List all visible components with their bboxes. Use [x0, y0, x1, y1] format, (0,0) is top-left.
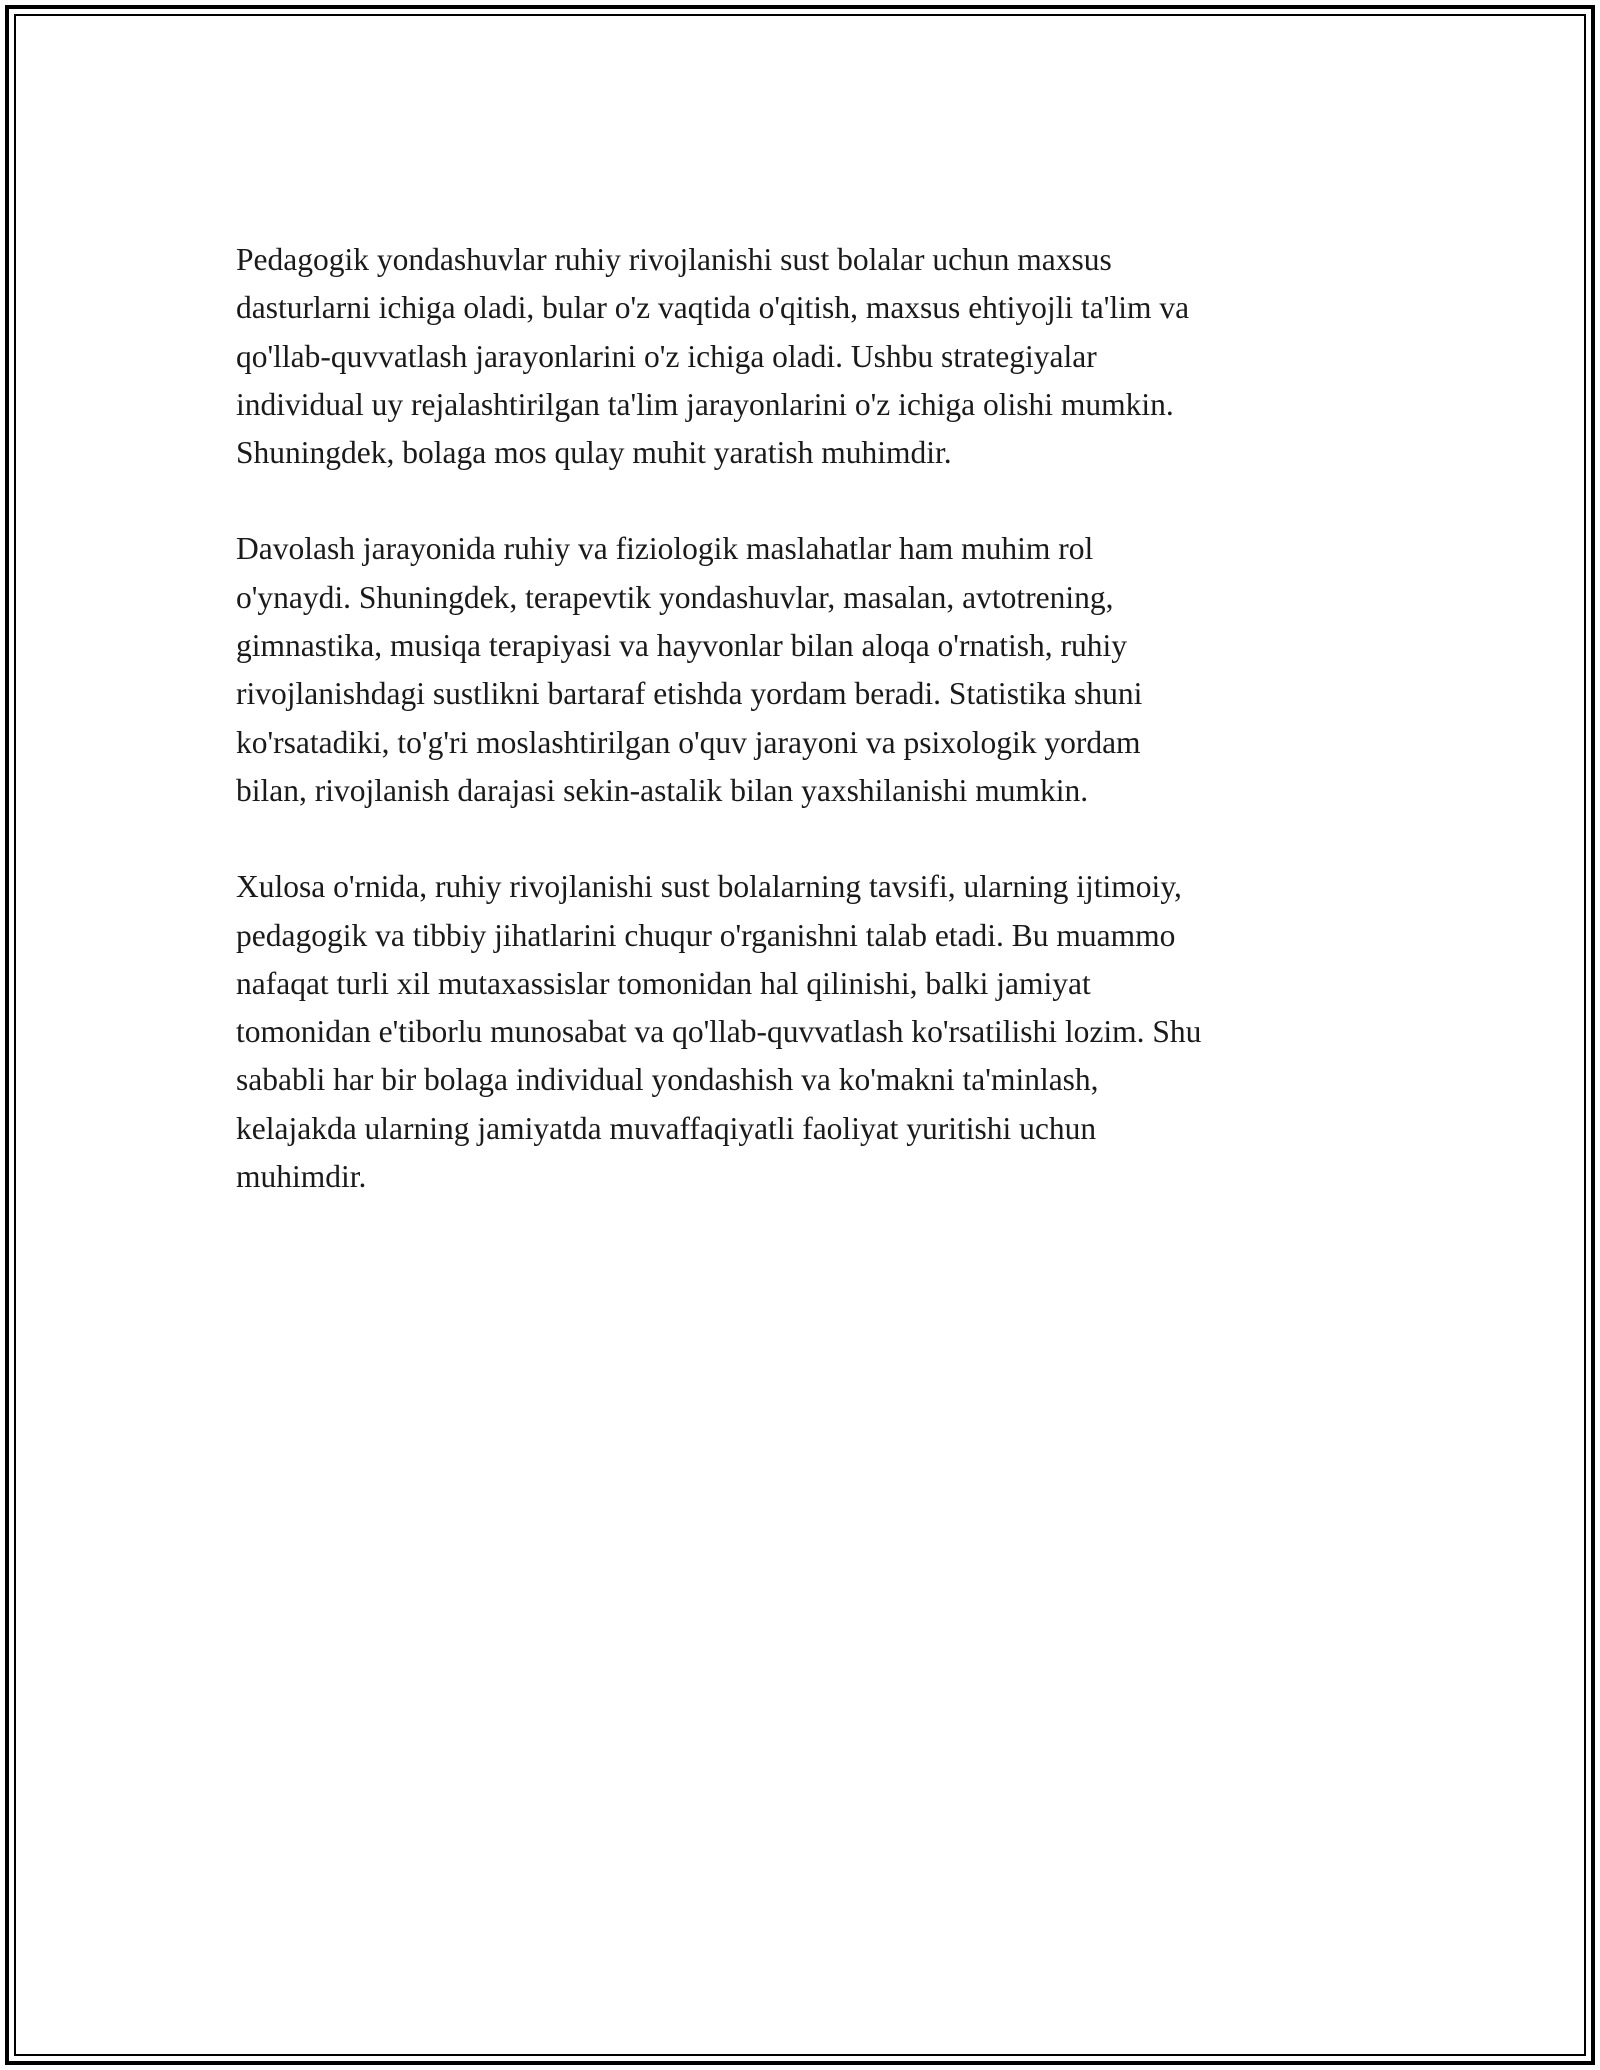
paragraph-conclusion: Xulosa o'rnida, ruhiy rivojlanishi sust bolalarning tavsifi, ularning ijtimoiy, pedagogik va tibbiy jihatlarini chuqur o'rganishni talab etadi. Bu muammo nafaqat turli xil mutaxassislar tomonidan hal qilinishi, balki jamiyat tomonidan e'tiborlu munosabat va qo'llab-quvvatlash ko'rsatilishi lozim. Shu sababli har bir bolaga individual yondashish va ko'makni ta'minlash, kelajakda ularning jamiyatda muvaffaqiyatli faoliyat yuritishi uchun muhimdir. [236, 869, 1202, 1195]
paragraph-pedagogical-approaches: Pedagogik yondashuvlar ruhiy rivojlanishi sust bolalar uchun maxsus dasturlarni ichiga oladi, bular o'z vaqtida o'qitish, maxsus ehtiyojli ta'lim va qo'llab-quvvatlash jarayonlarini o'z ichiga oladi. Ushbu strategiyalar individual uy rejalashtirilgan ta'lim jarayonlarini o'z ichiga olishi mumkin. Shuningdek, bolaga mos qulay muhit yaratish muhimdir. [236, 242, 1190, 471]
paragraph-treatment-process: Davolash jarayonida ruhiy va fiziologik maslahatlar ham muhim rol o'ynaydi. Shuningdek, terapevtik yondashuvlar, masalan, avtotrening, gimnastika, musiqa terapiyasi va hayvonlar bilan aloqa o'rnatish, ruhiy rivojlanishdagi sustlikni bartaraf etishda yordam beradi. Statistika shuni ko'rsatadiki, to'g'ri moslashtirilgan o'quv jarayoni va psixologik yordam bilan, rivojlanish darajasi sekin-astalik bilan yaxshilanishi mumkin. [236, 531, 1143, 808]
document-body [236, 236, 1366, 1249]
